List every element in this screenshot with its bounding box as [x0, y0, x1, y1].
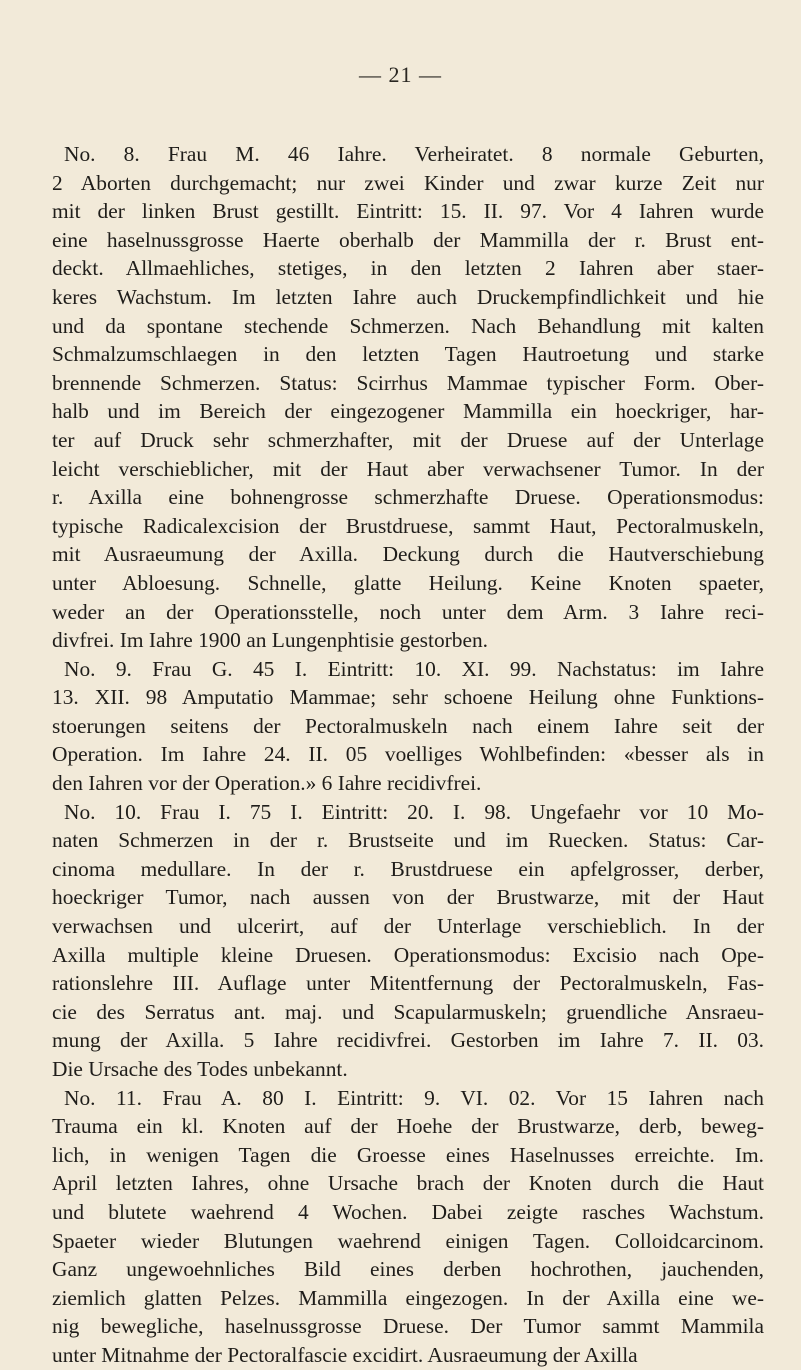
text-line: brennende Schmerzen. Status: Scirrhus Mammae typischer Form. Ober-: [52, 370, 764, 395]
text-line: No. 9. Frau G. 45 I. Eintritt: 10. XI. 99. Nachstatus: im Iahre: [64, 656, 764, 681]
text-line: mit Ausraeumung der Axilla. Deckung durch die Hautverschiebung: [52, 542, 764, 567]
text-line: unter Abloesung. Schnelle, glatte Heilung. Keine Knoten spaeter,: [52, 570, 764, 595]
text-line: lich, in wenigen Tagen die Groesse eines Haselnusses erreichte. Im.: [52, 1142, 764, 1167]
text-line: Trauma ein kl. Knoten auf der Hoehe der Brustwarze, derb, beweg-: [52, 1114, 764, 1139]
text-line: No. 8. Frau M. 46 Iahre. Verheiratet. 8 normale Geburten,: [64, 142, 764, 166]
text-line: stoerungen seitens der Pectoralmuskeln nach einem Iahre seit der: [52, 713, 764, 738]
text-line: Axilla multiple kleine Druesen. Operationsmodus: Excisio nach Ope-: [52, 942, 764, 967]
text-line: den Iahren vor der Operation.» 6 Iahre recidivfrei.: [52, 771, 482, 796]
text-line: keres Wachstum. Im letzten Iahre auch Druckempfindlichkeit und hie: [52, 284, 764, 309]
text-line: naten Schmerzen in der r. Brustseite und im Ruecken. Status: Car-: [52, 828, 764, 853]
text-line: unter Mitnahme der Pectoralfascie excidirt. Ausraeumung der Axilla: [52, 1342, 638, 1367]
text-line: Ganz ungewoehnliches Bild eines derben hochrothen, jauchenden,: [52, 1257, 764, 1282]
text-line: divfrei. Im Iahre 1900 an Lungenphtisie gestorben.: [52, 628, 489, 653]
text-line: und blutete waehrend 4 Wochen. Dabei zeigte rasches Wachstum.: [52, 1199, 764, 1224]
text-line: weder an der Operationsstelle, noch unter dem Arm. 3 Iahre reci-: [52, 599, 764, 624]
text-line: 2 Aborten durchgemacht; nur zwei Kinder und zwar kurze Zeit nur: [52, 170, 764, 195]
text-line: ziemlich glatten Pelzes. Mammilla eingezogen. In der Axilla eine we-: [52, 1285, 764, 1310]
text-line: rationslehre III. Auflage unter Mitentfernung der Pectoralmuskeln, Fas-: [52, 971, 764, 996]
text-line: hoeckriger Tumor, nach aussen von der Brustwarze, mit der Haut: [52, 885, 764, 910]
text-line: April letzten Iahres, ohne Ursache brach der Knoten durch die Haut: [52, 1171, 764, 1196]
case-paragraph-10: [52, 798, 764, 1084]
text-line: Schmalzumschlaegen in den letzten Tagen Hautroetung und starke: [52, 342, 764, 367]
text-line: typische Radicalexcision der Brustdruese, sammt Haut, Pectoralmuskeln,: [52, 513, 764, 538]
text-line: 13. XII. 98 Amputatio Mammae; sehr schoene Heilung ohne Funktions-: [52, 685, 764, 710]
text-line: No. 11. Frau A. 80 I. Eintritt: 9. VI. 02. Vor 15 Iahren nach: [64, 1085, 764, 1110]
text-line: Die Ursache des Todes unbekannt.: [52, 1057, 348, 1081]
text-line: leicht verschieblicher, mit der Haut aber verwachsener Tumor. In der: [52, 456, 764, 481]
text-line: mit der linken Brust gestillt. Eintritt: 15. II. 97. Vor 4 Iahren wurde: [52, 199, 764, 224]
body-text: [52, 140, 764, 1370]
page-number: — 21 —: [359, 62, 442, 87]
text-line: No. 10. Frau I. 75 I. Eintritt: 20. I. 98. Ungefaehr vor 10 Mo-: [64, 799, 764, 824]
case-paragraph-8: [52, 140, 764, 655]
text-line: mung der Axilla. 5 Iahre recidivfrei. Gestorben im Iahre 7. II. 03.: [52, 1028, 764, 1053]
text-line: cinoma medullare. In der r. Brustdruese ein apfelgrosser, derber,: [52, 856, 764, 881]
text-line: nig bewegliche, haselnussgrosse Druese. Der Tumor sammt Mammila: [52, 1314, 764, 1339]
text-line: Spaeter wieder Blutungen waehrend einigen Tagen. Colloidcarcinom.: [52, 1228, 764, 1253]
text-line: eine haselnussgrosse Haerte oberhalb der Mammilla der r. Brust ent-: [52, 227, 764, 252]
text-line: cie des Serratus ant. maj. und Scapularmuskeln; gruendliche Ansraeu-: [52, 999, 764, 1024]
text-line: deckt. Allmaehliches, stetiges, in den letzten 2 Iahren aber staer-: [52, 256, 764, 281]
text-line: verwachsen und ulcerirt, auf der Unterlage verschieblich. In der: [52, 914, 764, 939]
text-line: Operation. Im Iahre 24. II. 05 voelliges Wohlbefinden: «besser als in: [52, 742, 764, 767]
text-line: ter auf Druck sehr schmerzhafter, mit der Druese auf der Unterlage: [52, 427, 764, 452]
text-line: halb und im Bereich der eingezogener Mammilla ein hoeckriger, har-: [52, 399, 764, 424]
case-paragraph-11: [52, 1084, 764, 1370]
text-line: r. Axilla eine bohnengrosse schmerzhafte Druese. Operationsmodus:: [52, 485, 764, 510]
case-paragraph-9: [52, 655, 764, 798]
text-line: und da spontane stechende Schmerzen. Nach Behandlung mit kalten: [52, 313, 764, 338]
